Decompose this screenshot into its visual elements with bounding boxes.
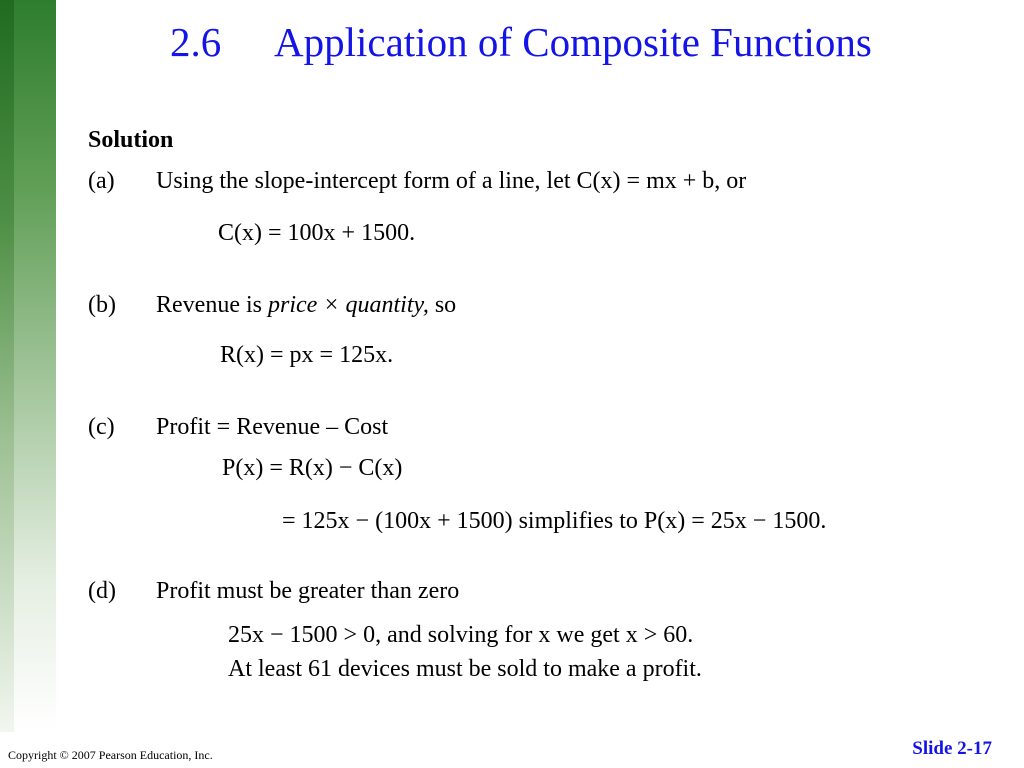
part-c-text: Profit = Revenue – Cost	[156, 414, 389, 440]
part-b	[88, 292, 456, 319]
part-d-conclusion: At least 61 devices must be sold to make a profit.	[228, 656, 702, 682]
part-d-text: Profit must be greater than zero	[156, 578, 460, 604]
part-a-equation: C(x) = 100x + 1500.	[218, 220, 416, 246]
part-b-text-prefix: Revenue is	[156, 292, 268, 318]
slide-number: Slide 2-17	[912, 738, 992, 759]
section-number: 2.6	[170, 19, 222, 65]
part-a-label: (a)	[88, 168, 115, 194]
part-d	[88, 578, 459, 605]
part-c-label: (c)	[88, 414, 115, 440]
part-d-label: (d)	[88, 578, 116, 604]
part-d-equation: 25x − 1500 > 0, and solving for x we get x > 60.	[228, 622, 694, 648]
part-c-equation-2: = 125x − (100x + 1500) simplifies to P(x) = 25x − 1500.	[282, 508, 827, 534]
part-a-text: Using the slope-intercept form of a line, let C(x) = mx + b, or	[156, 168, 747, 194]
title-text: Application of Composite Functions	[274, 19, 872, 65]
part-c	[88, 414, 388, 441]
part-a	[88, 168, 746, 195]
solution-heading: Solution	[88, 127, 174, 153]
copyright-notice: Copyright © 2007 Pearson Education, Inc.	[8, 748, 213, 762]
decorative-sidebar	[0, 0, 56, 732]
part-b-text-italic: price × quantity,	[267, 292, 429, 318]
part-c-equation-1: P(x) = R(x) − C(x)	[222, 455, 403, 481]
part-b-label: (b)	[88, 292, 116, 318]
part-b-equation: R(x) = px = 125x.	[220, 342, 394, 368]
slide-title	[170, 18, 872, 66]
part-b-text-suffix: so	[428, 292, 457, 318]
sidebar-edge	[0, 0, 14, 732]
